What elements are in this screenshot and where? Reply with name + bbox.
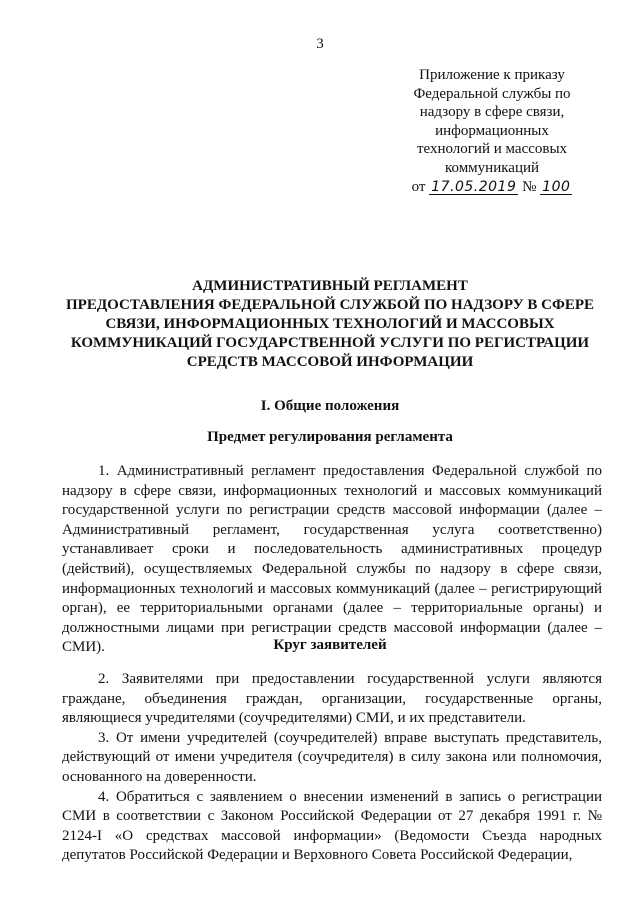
paragraph-1-block bbox=[62, 462, 602, 658]
subheading-subject: Предмет регулирования регламента bbox=[207, 429, 453, 445]
paragraph-2: 2. Заявителями при предоставлении государственной услуги являются граждане, объединения граждан, организации, государственные органы, являющиеся учредителями (соучредителями) СМИ, и их представители. bbox=[62, 671, 602, 727]
handwritten-date: 17.05.2019 bbox=[431, 178, 517, 195]
page-number: 3 bbox=[316, 36, 324, 52]
handwritten-number: 100 bbox=[542, 178, 571, 195]
paragraph-4: 4. Обратиться с заявлением о внесении изменений в запись о регистрации СМИ в соответствии с Законом Российской Федерации от 27 декабря 1991 г. № 2124-I «О средствах массовой информации» (Ведомости Съезда народных депутатов Российской Федерации и Верховного Совета Российской Федерации, bbox=[62, 788, 602, 864]
appendix-line: коммуникаций bbox=[444, 159, 540, 176]
subheading-applicants: Круг заявителей bbox=[273, 637, 387, 653]
paragraph-1: 1. Административный регламент предоставления Федеральной службой по надзору в сфере связи, информационных технологий и массовых коммуникаций государственной услуги по регистрации средств массовой информации (далее – Административный регламент, государственная услуга соответственно) устанавливает сроки и последовательность административных процедур (действий), осуществляемых Федеральной службы по надзору в сфере связи, информационных технологий и массовых коммуникаций (далее – регистрирующий орган), ее территориальными органами (далее – территориальные органы) и должностными лицами при регистрации средств массовой информации (далее – СМИ). bbox=[62, 463, 602, 656]
title-line: СРЕДСТВ МАССОВОЙ ИНФОРМАЦИИ bbox=[186, 354, 474, 370]
section-heading: I. Общие положения bbox=[260, 398, 400, 414]
title-line: АДМИНИСТРАТИВНЫЙ РЕГЛАМЕНТ bbox=[192, 278, 468, 294]
title-line: ПРЕДОСТАВЛЕНИЯ ФЕДЕРАЛЬНОЙ СЛУЖБОЙ ПО НАДЗОРУ В СФЕРЕ bbox=[65, 297, 595, 313]
document-title bbox=[60, 277, 600, 372]
appendix-line: надзору в сфере связи, bbox=[419, 104, 565, 121]
appendix-block bbox=[392, 66, 592, 196]
paragraphs-block bbox=[62, 670, 602, 866]
date-prefix: от bbox=[411, 178, 426, 195]
number-sign: № bbox=[522, 178, 537, 195]
appendix-date-line bbox=[392, 178, 592, 197]
appendix-line: Приложение к приказу bbox=[419, 67, 565, 83]
appendix-line: Федеральной службы по bbox=[413, 85, 571, 102]
appendix-line: технологий и массовых bbox=[416, 141, 568, 158]
appendix-line: информационных bbox=[435, 122, 549, 139]
title-line: СВЯЗИ, ИНФОРМАЦИОННЫХ ТЕХНОЛОГИЙ И МАССОВЫХ bbox=[105, 316, 555, 332]
title-line: КОММУНИКАЦИЙ ГОСУДАРСТВЕННОЙ УСЛУГИ ПО РЕГИСТРАЦИИ bbox=[70, 335, 590, 351]
paragraph-3: 3. От имени учредителей (соучредителей) вправе выступать представитель, действующий от имени учредителя (соучредителя) в силу закона или полномочия, основанного на доверенности. bbox=[62, 729, 602, 785]
